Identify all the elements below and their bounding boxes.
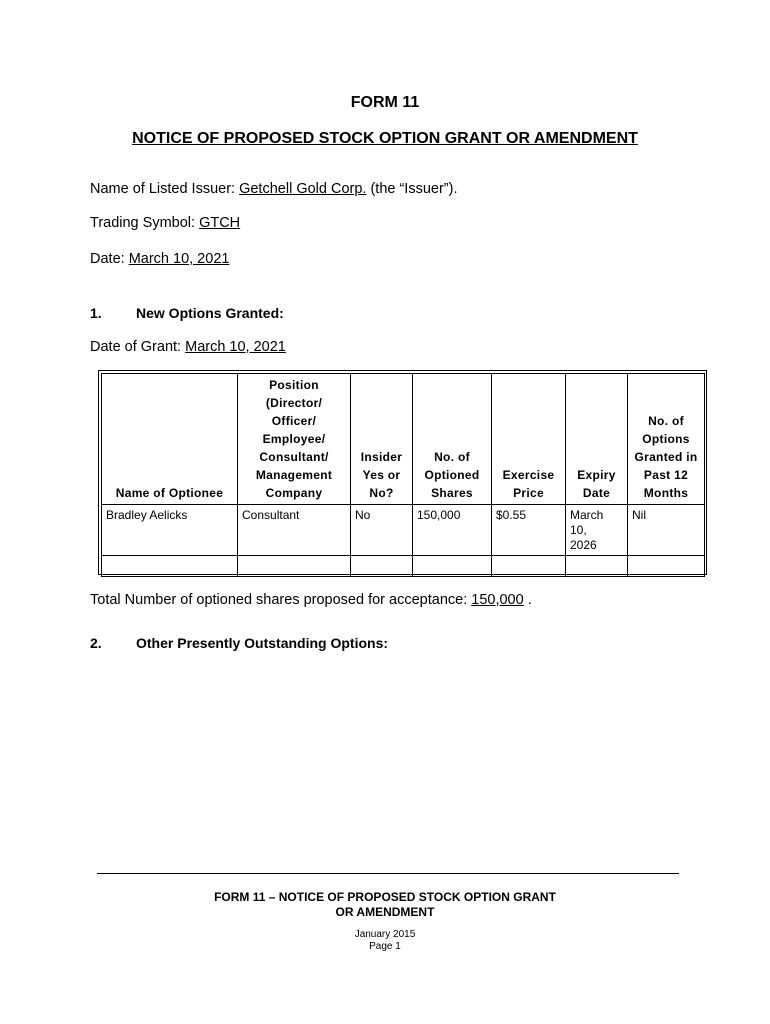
table-header-row: [102, 374, 705, 505]
header-optioned-shares: No. of Optioned Shares: [413, 374, 492, 505]
footer-title-line-1: FORM 11 – NOTICE OF PROPOSED STOCK OPTION GRANT: [214, 890, 556, 904]
cell-insider: No: [351, 505, 413, 556]
header-options-past-12-months: No. of Options Granted in Past 12 Months: [628, 374, 705, 505]
total-label: Total Number of optioned shares proposed for acceptance:: [90, 592, 472, 608]
grant-date-value: March 10, 2021: [185, 339, 286, 355]
issuer-line: [90, 181, 457, 197]
footer-date: January 2015: [354, 929, 416, 940]
section-1-number: 1.: [90, 305, 102, 321]
empty-cell: [628, 556, 705, 577]
issuer-suffix: (the “Issuer”).: [366, 181, 458, 197]
empty-cell: [351, 556, 413, 577]
empty-cell: [492, 556, 566, 577]
total-line: [90, 592, 532, 608]
cell-name: Bradley Aelicks: [102, 505, 238, 556]
options-table-frame: [98, 370, 707, 575]
issuer-label: Name of Listed Issuer:: [90, 181, 240, 197]
footer-page-number: Page 1: [369, 941, 401, 952]
cell-price: $0.55: [492, 505, 566, 556]
table-row: [102, 505, 705, 556]
symbol-value: GTCH: [199, 215, 241, 231]
date-value: March 10, 2021: [128, 251, 230, 267]
symbol-label: Trading Symbol:: [90, 215, 200, 231]
total-suffix: .: [523, 592, 532, 608]
cell-past12: Nil: [628, 505, 705, 556]
header-exercise-price: Exercise Price: [492, 374, 566, 505]
issuer-name: Getchell Gold Corp.: [239, 181, 367, 197]
section-2-heading: [90, 635, 388, 651]
symbol-line: [90, 215, 240, 231]
date-label: Date:: [90, 251, 129, 267]
footer-divider: [97, 873, 679, 874]
footer-title-line-2: OR AMENDMENT: [335, 905, 435, 919]
options-table: [101, 373, 705, 577]
header-position: Position (Director/ Officer/ Employee/ Consultant/ Management Company: [238, 374, 351, 505]
header-name-of-optionee: Name of Optionee: [102, 374, 238, 505]
header-expiry-date: Expiry Date: [566, 374, 628, 505]
grant-date-label: Date of Grant:: [90, 339, 186, 355]
cell-position: Consultant: [238, 505, 351, 556]
date-line: [90, 251, 229, 267]
footer-title: [0, 890, 770, 920]
section-2-number: 2.: [90, 635, 102, 651]
cell-shares: 150,000: [413, 505, 492, 556]
header-insider: Insider Yes or No?: [351, 374, 413, 505]
section-1-title: New Options Granted:: [136, 305, 284, 321]
empty-cell: [413, 556, 492, 577]
grant-date-line: [90, 339, 286, 355]
empty-cell: [102, 556, 238, 577]
table-row-empty: [102, 556, 705, 577]
page-title: NOTICE OF PROPOSED STOCK OPTION GRANT OR AMENDMENT: [132, 130, 638, 147]
empty-cell: [566, 556, 628, 577]
empty-cell: [238, 556, 351, 577]
section-1-heading: [90, 305, 284, 321]
cell-expiry: March 10, 2026: [566, 505, 628, 556]
section-2-title: Other Presently Outstanding Options:: [136, 635, 389, 651]
form-label: FORM 11: [350, 94, 420, 111]
total-value: 150,000: [471, 592, 524, 608]
